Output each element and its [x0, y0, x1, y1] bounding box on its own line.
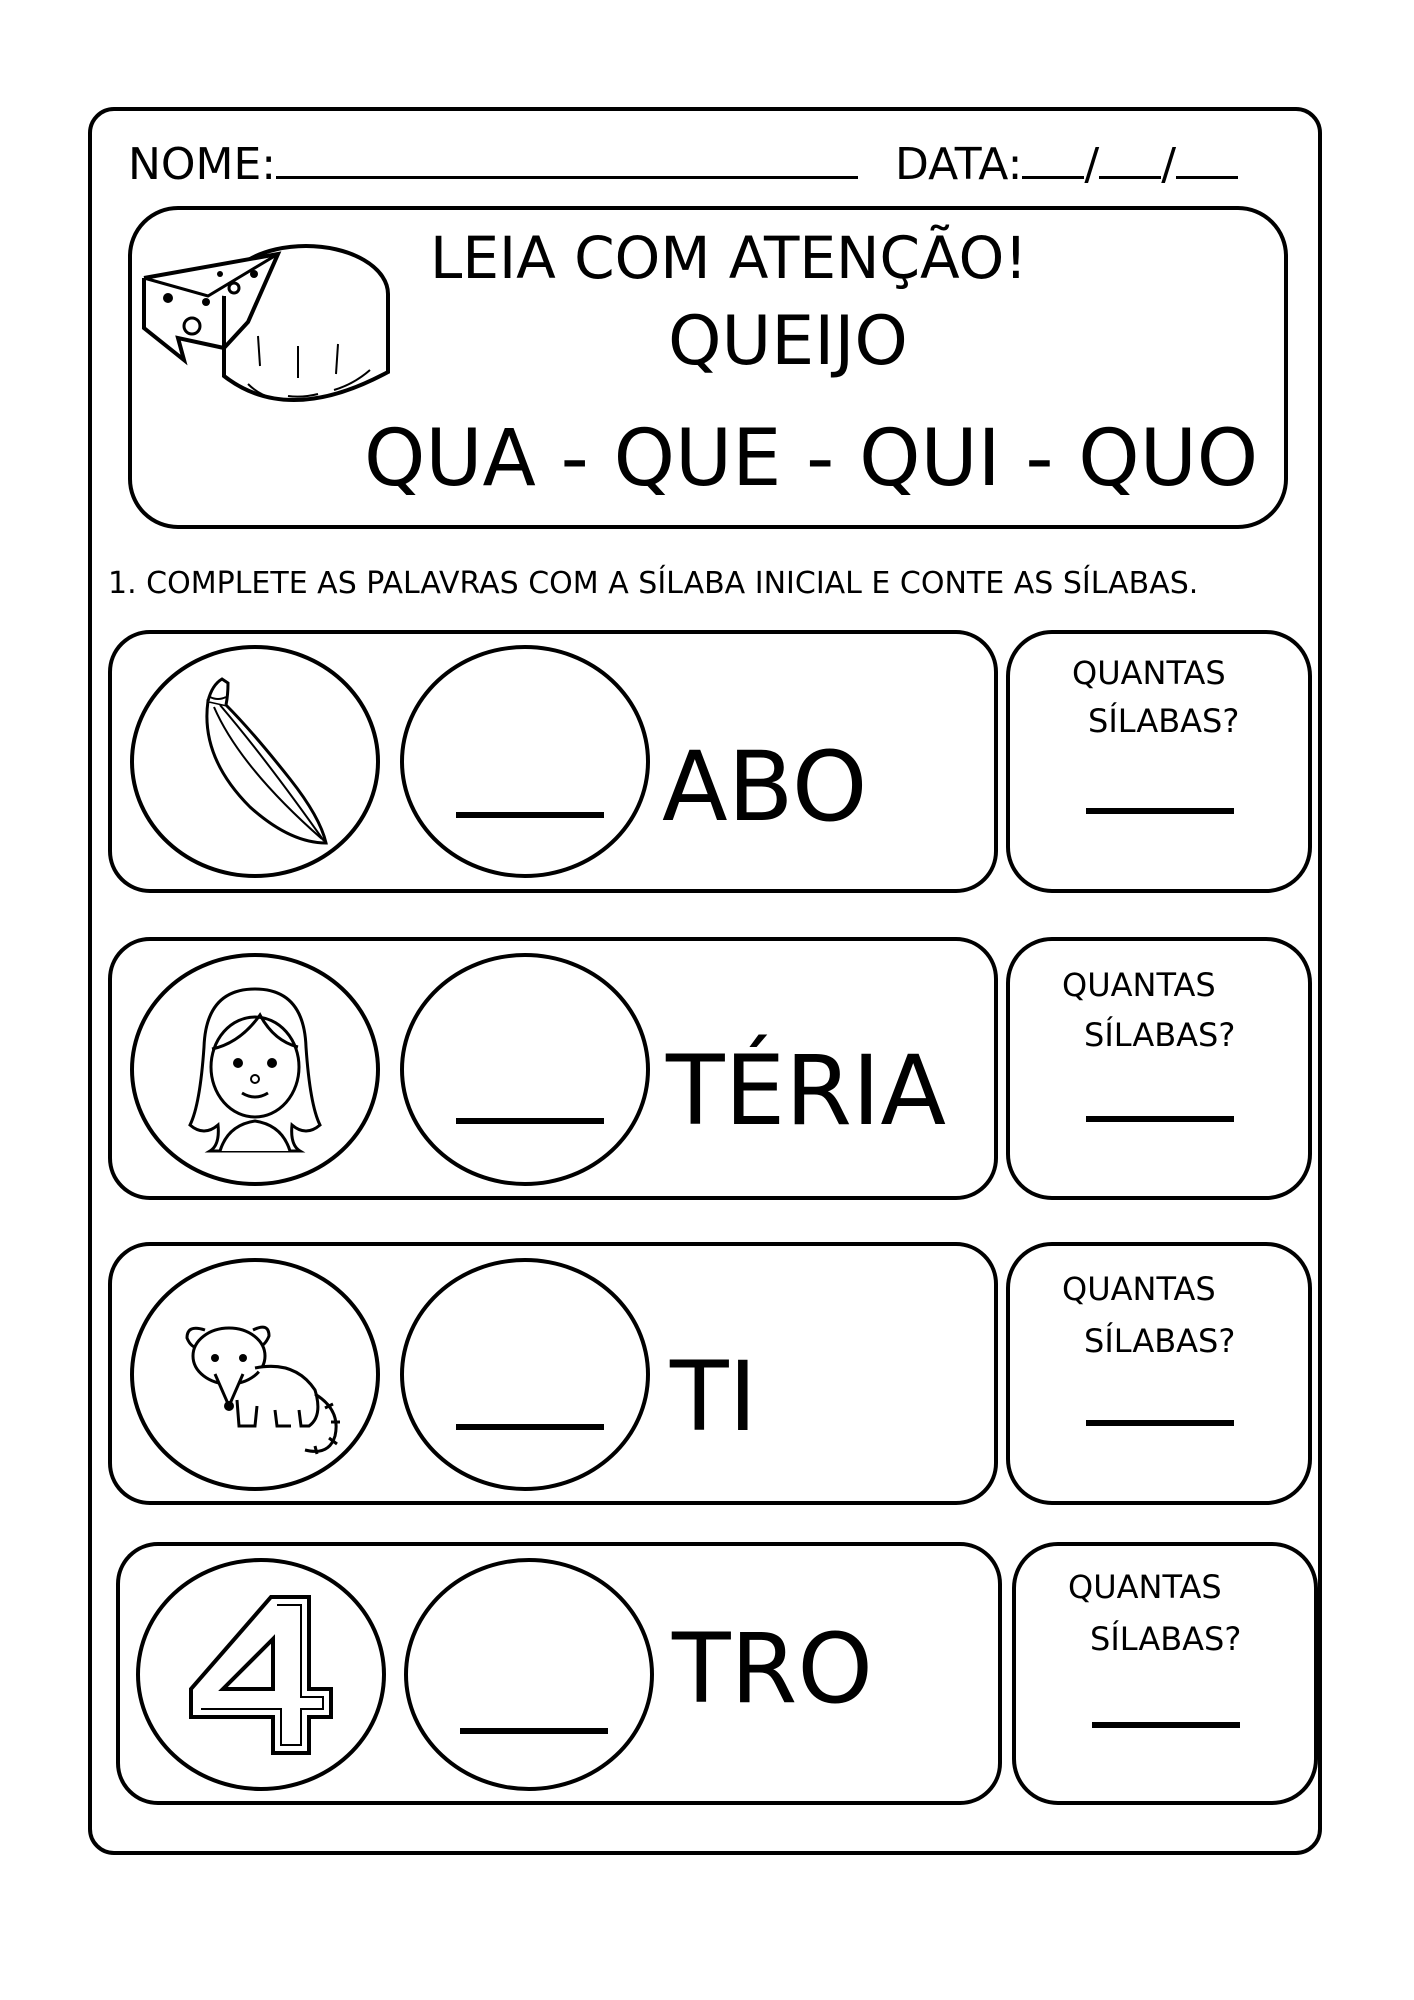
count-question-line-2: SÍLABAS?: [1084, 1322, 1236, 1360]
count-question-line-2: SÍLABAS?: [1084, 1016, 1236, 1054]
coati-icon: [165, 1290, 345, 1460]
count-question-line-1: QUANTAS: [1068, 1568, 1222, 1606]
cheese-icon: [138, 236, 394, 424]
title-lead: LEIA COM ATENÇÃO!: [430, 224, 1028, 292]
name-underline[interactable]: [276, 136, 858, 179]
date-separator: /: [1084, 139, 1100, 190]
word-suffix: TÉRIA: [666, 1035, 946, 1147]
picture-circle: [130, 645, 380, 878]
count-question-line-2: SÍLABAS?: [1088, 702, 1240, 740]
word-suffix: TRO: [672, 1613, 873, 1725]
syllable-count-line[interactable]: [1092, 1722, 1240, 1728]
picture-circle: [136, 1558, 386, 1791]
picture-circle: [130, 1258, 380, 1491]
syllable-answer-circle[interactable]: [400, 953, 650, 1186]
syllable-answer-line[interactable]: [456, 1118, 604, 1124]
count-question-line-1: QUANTAS: [1072, 654, 1226, 692]
count-question-line-1: QUANTAS: [1062, 1270, 1216, 1308]
date-separator: /: [1161, 139, 1177, 190]
date-day-underline[interactable]: [1022, 136, 1084, 179]
syllable-answer-circle[interactable]: [400, 645, 650, 878]
title-word: QUEIJO: [668, 302, 908, 381]
syllable-count-line[interactable]: [1086, 1420, 1234, 1426]
count-question-line-1: QUANTAS: [1062, 966, 1216, 1004]
date-field[interactable]: [895, 136, 1238, 191]
syllable-answer-circle[interactable]: [404, 1558, 654, 1791]
syllable-answer-line[interactable]: [460, 1728, 608, 1734]
name-label: NOME:: [128, 139, 277, 190]
date-label: DATA:: [895, 139, 1023, 190]
date-month-underline[interactable]: [1099, 136, 1161, 179]
date-year-underline[interactable]: [1176, 136, 1238, 179]
title-syllables: QUA - QUE - QUI - QUO: [364, 414, 1259, 504]
syllable-answer-line[interactable]: [456, 812, 604, 818]
instruction-text: 1. COMPLETE AS PALAVRAS COM A SÍLABA INICIAL E CONTE AS SÍLABAS.: [108, 566, 1199, 601]
number-four-icon: [181, 1585, 341, 1765]
count-question-line-2: SÍLABAS?: [1090, 1620, 1242, 1658]
syllable-answer-circle[interactable]: [400, 1258, 650, 1491]
syllable-count-line[interactable]: [1086, 1116, 1234, 1122]
word-suffix: TI: [670, 1341, 757, 1453]
syllable-count-line[interactable]: [1086, 808, 1234, 814]
syllable-answer-line[interactable]: [456, 1424, 604, 1430]
picture-circle: [130, 953, 380, 1186]
girl-face-icon: [170, 975, 340, 1165]
okra-icon: [170, 667, 340, 857]
name-field[interactable]: [128, 136, 858, 191]
word-suffix: ABO: [662, 731, 868, 843]
